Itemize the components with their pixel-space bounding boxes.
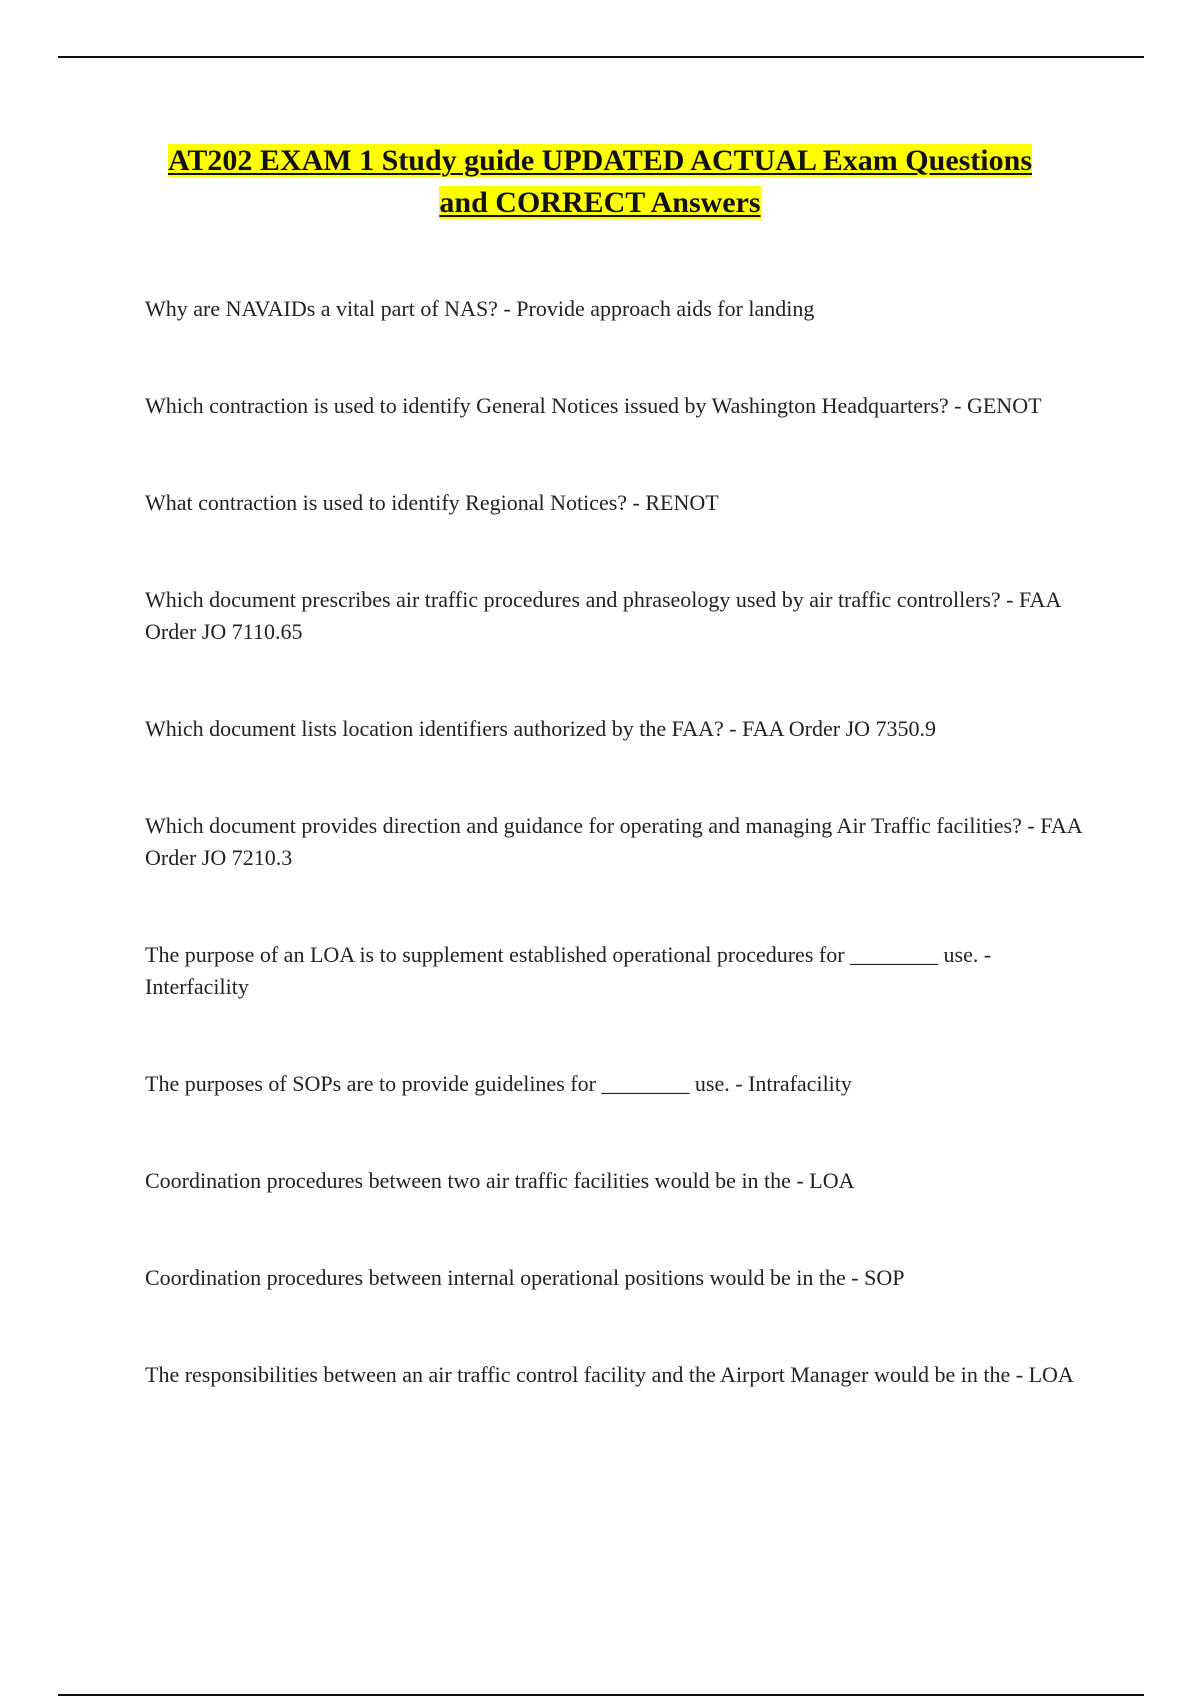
qa-item: Coordination procedures between two air traffic facilities would be in the - LOA [145, 1168, 855, 1193]
qa-item: Which contraction is used to identify General Notices issued by Washington Headquarters? - GENOT [145, 393, 1042, 418]
qa-item: Coordination procedures between internal operational positions would be in the - SOP [145, 1265, 905, 1290]
qa-item: Which document lists location identifiers authorized by the FAA? - FAA Order JO 7350.9 [145, 716, 937, 741]
qa-item: What contraction is used to identify Regional Notices? - RENOT [145, 490, 719, 515]
title-line-2: and CORRECT Answers [439, 186, 761, 219]
title-line-1: AT202 EXAM 1 Study guide UPDATED ACTUAL Exam Questions [167, 144, 1032, 177]
qa-item: Why are NAVAIDs a vital part of NAS? - Provide approach aids for landing [145, 296, 815, 321]
footer-rule [58, 1694, 1144, 1696]
qa-item: Which document prescribes air traffic procedures and phraseology used by air traffic controllers? - FAA Order JO 7110.65 [145, 587, 1061, 644]
header-rule [58, 56, 1144, 58]
qa-item: Which document provides direction and guidance for operating and managing Air Traffic facilities? - FAA Order JO 7210.3 [145, 813, 1082, 870]
qa-item: The purpose of an LOA is to supplement established operational procedures for ________ use. - Interfacility [145, 942, 992, 999]
question-answer-list [145, 293, 1090, 1456]
qa-item: The purposes of SOPs are to provide guidelines for ________ use. - Intrafacility [145, 1071, 852, 1096]
qa-item: The responsibilities between an air traffic control facility and the Airport Manager would be in the - LOA [145, 1362, 1074, 1387]
document-title [100, 140, 1100, 224]
